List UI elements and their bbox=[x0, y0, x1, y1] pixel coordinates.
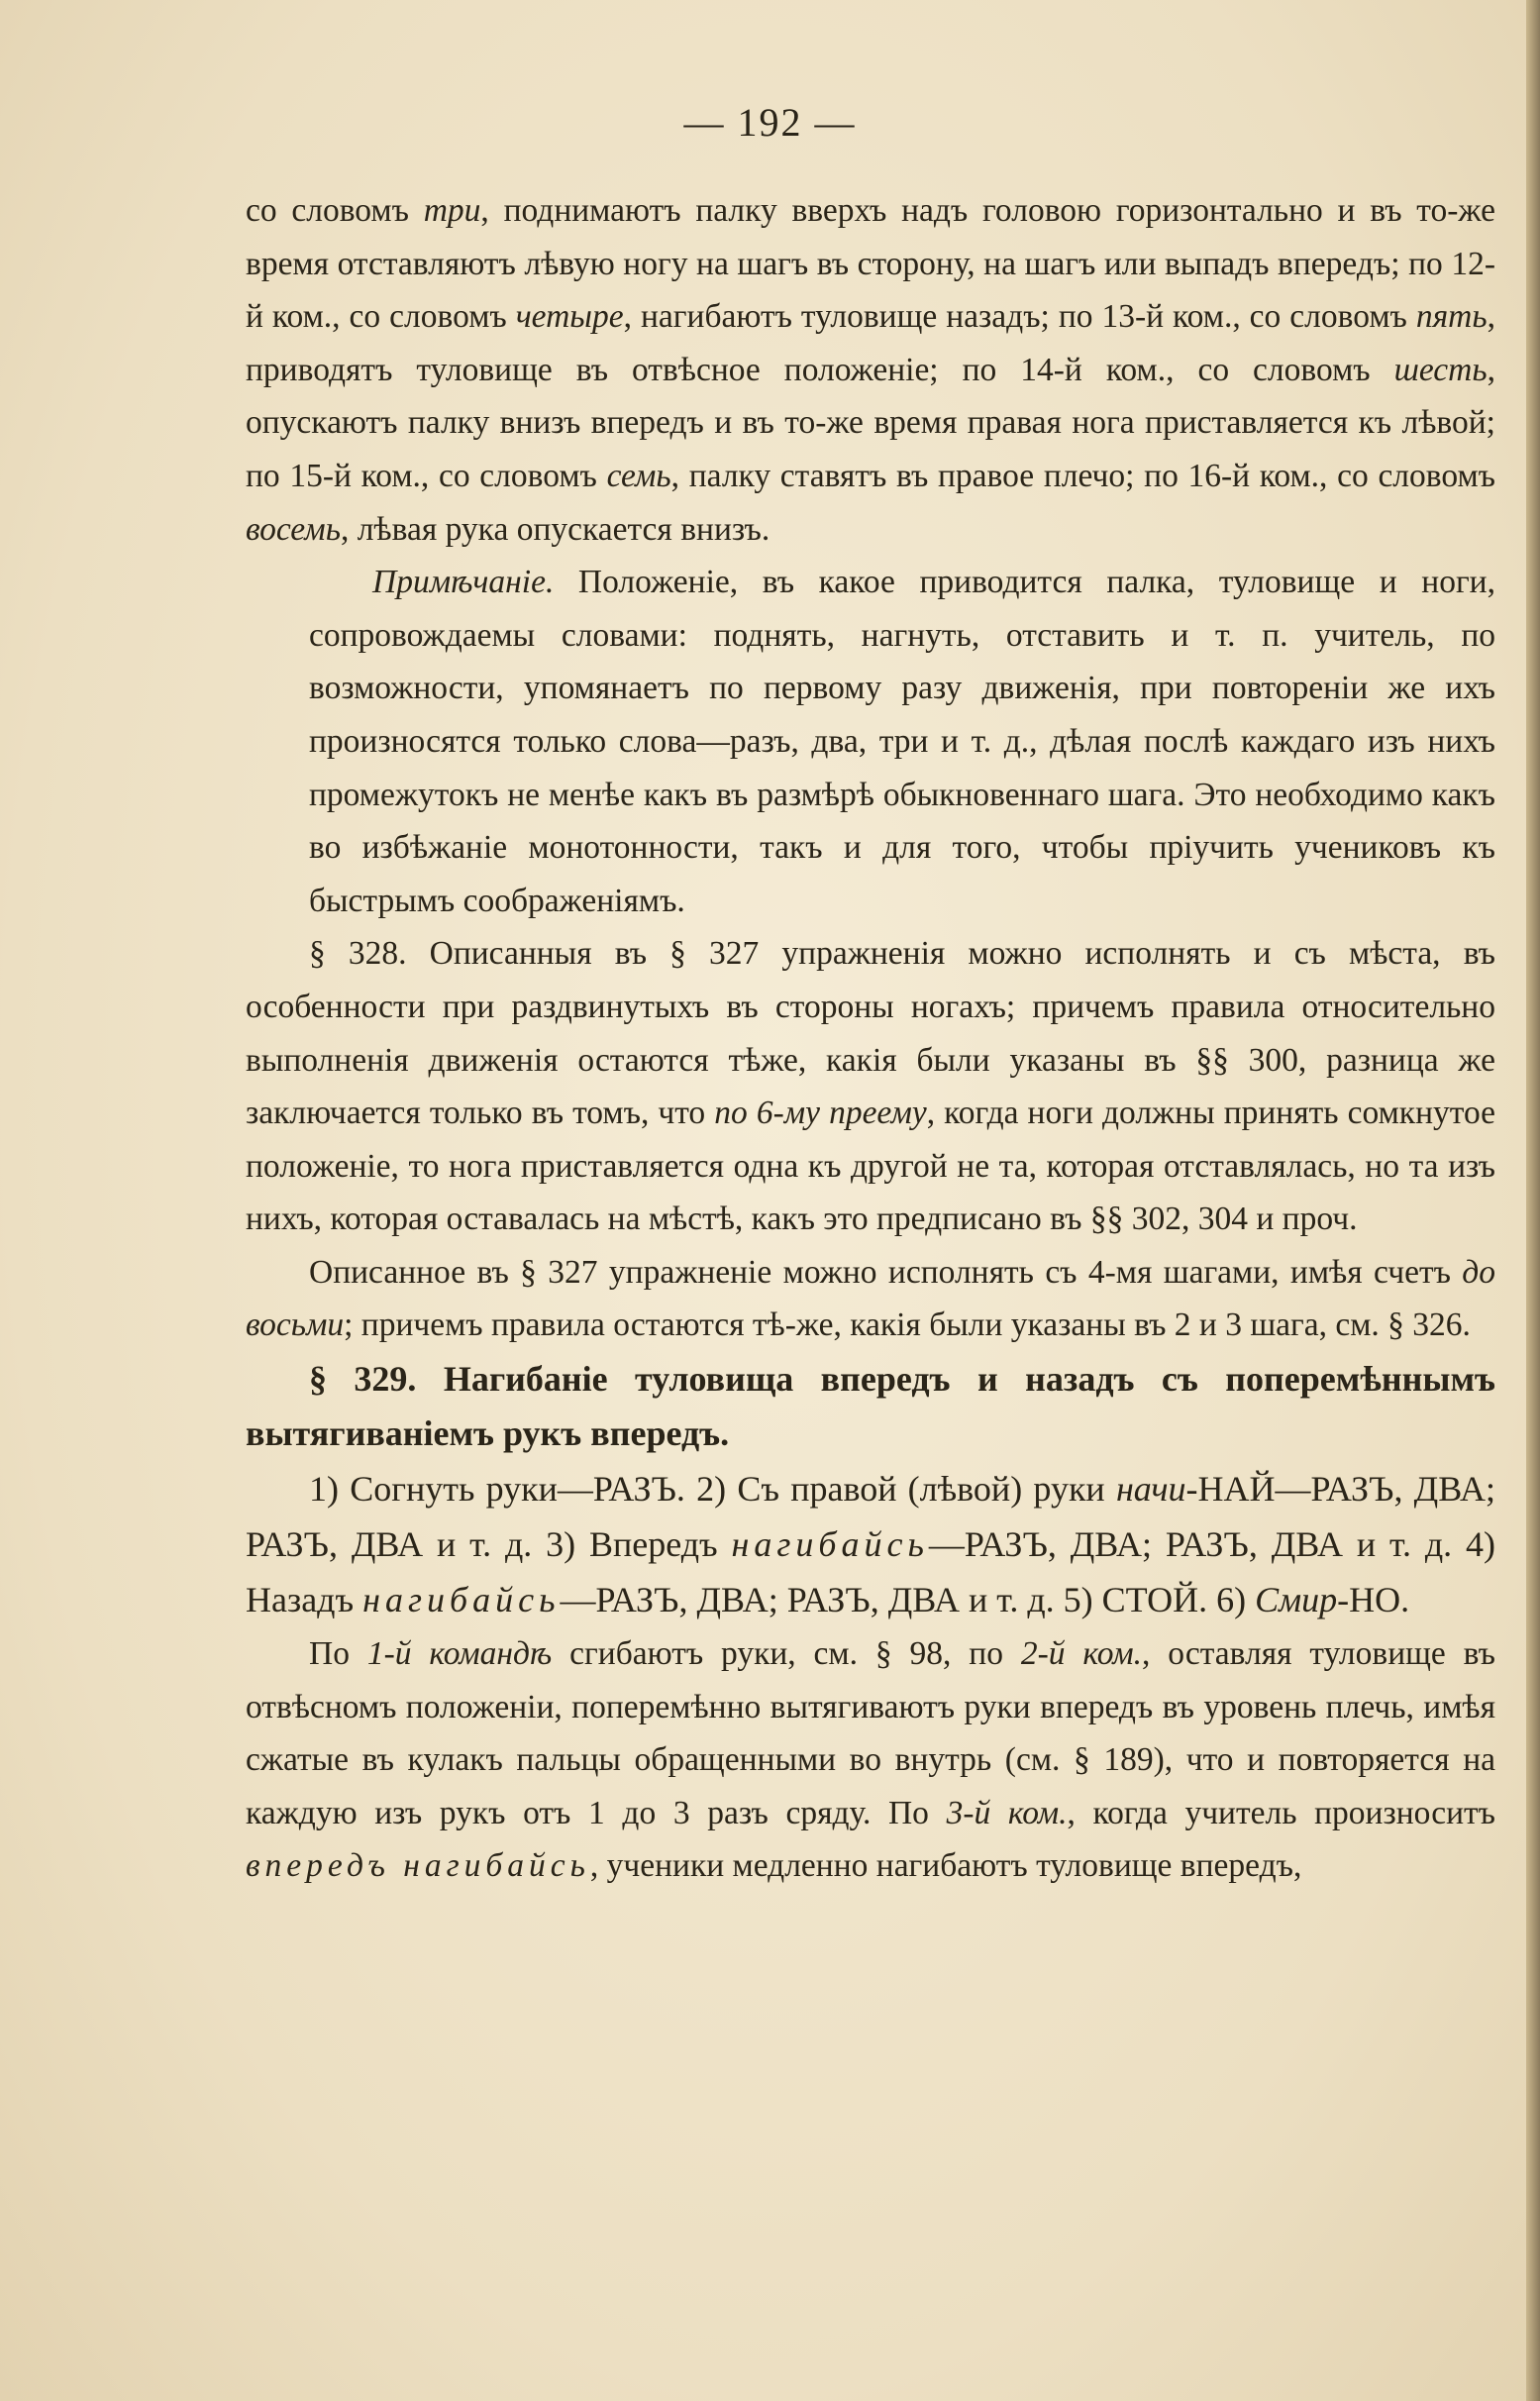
text-run: , приводятъ туловище въ отвѣсное положеніе; по 14-й ком., со словомъ bbox=[246, 298, 1495, 388]
section-329-heading: § 329. Нагибаніе туловища впередъ и назадъ съ поперемѣннымъ вытягиваніемъ рукъ впередъ. bbox=[246, 1359, 1495, 1454]
text-run: -НАЙ—РАЗЪ, ДВА; РАЗЪ, ДВА и т. д. 3) Впередъ bbox=[246, 1469, 1495, 1565]
text-run: , оставляя туловище въ отвѣсномъ положеніи, поперемѣнно вытягиваютъ руки впередъ въ уровень плечь, имѣя сжатые въ кулакъ пальцы обращенными во внутрь (см. § 189), что и повторяется на каждую изъ рукъ отъ 1 до 3 разъ сряду. По bbox=[246, 1635, 1495, 1831]
spaced-italic-word: нагибайсь bbox=[362, 1580, 561, 1620]
text-run: 1) Согнуть руки—РАЗЪ. 2) Съ правой (лѣвой) руки bbox=[309, 1469, 1116, 1510]
note-label: Примѣчаніе. bbox=[372, 564, 555, 601]
text-run: -НО. bbox=[1337, 1580, 1410, 1620]
text-run: —РАЗЪ, ДВА; РАЗЪ, ДВА и т. д. 5) СТОЙ. 6) bbox=[560, 1580, 1256, 1620]
section-328-paragraph bbox=[246, 927, 1495, 1246]
text-run: , поднимаютъ палку вверхъ надъ головою горизонтально и въ то-же время отставляютъ лѣвую ногу на шагъ въ сторону, на шагъ или выпадъ впередъ; по 12-й ком., со словомъ bbox=[246, 192, 1495, 336]
italic-word: три bbox=[423, 192, 481, 229]
italic-word: Смир bbox=[1255, 1580, 1338, 1620]
book-spine-edge bbox=[1526, 0, 1540, 2401]
spaced-italic-phrase: впередъ нагибайсь bbox=[246, 1847, 590, 1885]
text-run: , нагибаютъ туловище назадъ; по 13-й ком., со словомъ bbox=[623, 298, 1416, 336]
text-run: § 328. Описанныя въ § 327 упражненія можно исполнять и съ мѣста, въ особенности при раздвинутыхъ въ стороны ногахъ; причемъ правила относительно выполненія движенія остаются тѣже, какія были указаны въ §§ 300, разница же заключается только въ томъ, что bbox=[246, 935, 1495, 1132]
note-text: Положеніе, въ какое приводится палка, туловище и ноги, сопровождаемы словами: поднять, нагнуть, отставить и т. п. учитель, по возможности, упомянаетъ по первому разу движенія, при повтореніи же ихъ произносятся только слова—разъ, два, три и т. д., дѣлая послѣ каждаго изъ нихъ промежутокъ не менѣе какъ въ размѣрѣ обыкновеннаго шага. Это необходимо какъ во избѣжаніе монотонности, такъ и для того, чтобы пріучить учениковъ къ быстрымъ соображеніямъ. bbox=[309, 564, 1495, 919]
command-list bbox=[246, 1461, 1495, 1627]
text-run: , когда учитель произноситъ bbox=[1067, 1794, 1495, 1831]
text-run: со словомъ bbox=[246, 192, 424, 229]
text-run: Описанное въ § 327 упражненіе можно исполнять съ 4-мя шагами, имѣя счетъ bbox=[309, 1253, 1463, 1291]
italic-phrase: до восьми bbox=[246, 1253, 1495, 1344]
italic-word: шесть bbox=[1393, 351, 1488, 388]
spaced-italic-word: нагибайсь bbox=[731, 1524, 929, 1565]
page-number: — 192 — bbox=[683, 100, 857, 145]
italic-phrase: по 6-му преему bbox=[714, 1095, 927, 1132]
italic-word: пять bbox=[1415, 298, 1488, 336]
page-body bbox=[246, 184, 1495, 1893]
italic-word: семь bbox=[606, 457, 671, 494]
final-paragraph bbox=[246, 1627, 1495, 1893]
text-run: По bbox=[309, 1635, 367, 1673]
text-run: , опускаютъ палку внизъ впередъ и въ то-же время правая нога приставляется къ лѣвой; по 15-й ком., со словомъ bbox=[246, 351, 1495, 494]
text-run: , палку ставятъ въ правое плечо; по 16-й ком., со словомъ bbox=[670, 457, 1496, 494]
text-run: , когда ноги должны принять сомкнутое положеніе, то нога приставляется одна къ другой не та, которая отставлялась, но та изъ нихъ, которая оставалась на мѣстѣ, какъ это предписано въ §§ 302, 304 и проч. bbox=[246, 1095, 1495, 1238]
italic-word: восемь bbox=[246, 510, 341, 548]
text-run: —РАЗЪ, ДВА; РАЗЪ, ДВА и т. д. 4) Назадъ bbox=[246, 1524, 1496, 1620]
text-run: , ученики медленно нагибаютъ туловище впередъ, bbox=[589, 1847, 1302, 1885]
note-paragraph bbox=[309, 556, 1495, 927]
text-run: сгибаютъ руки, см. § 98, по bbox=[552, 1635, 1021, 1673]
italic-phrase: 2-й ком. bbox=[1020, 1635, 1143, 1673]
text-run: ; причемъ правила остаются тѣ-же, какія были указаны въ 2 и 3 шага, см. § 326. bbox=[344, 1306, 1471, 1344]
italic-word: четыре bbox=[515, 298, 624, 336]
text-run: , лѣвая рука опускается внизъ. bbox=[340, 510, 770, 548]
italic-word: начи bbox=[1115, 1469, 1186, 1510]
section-328-continuation bbox=[246, 1246, 1495, 1352]
italic-phrase: 1-й командѣ bbox=[366, 1635, 553, 1673]
italic-phrase: 3-й ком. bbox=[946, 1794, 1068, 1831]
paragraph-continued bbox=[246, 184, 1495, 556]
